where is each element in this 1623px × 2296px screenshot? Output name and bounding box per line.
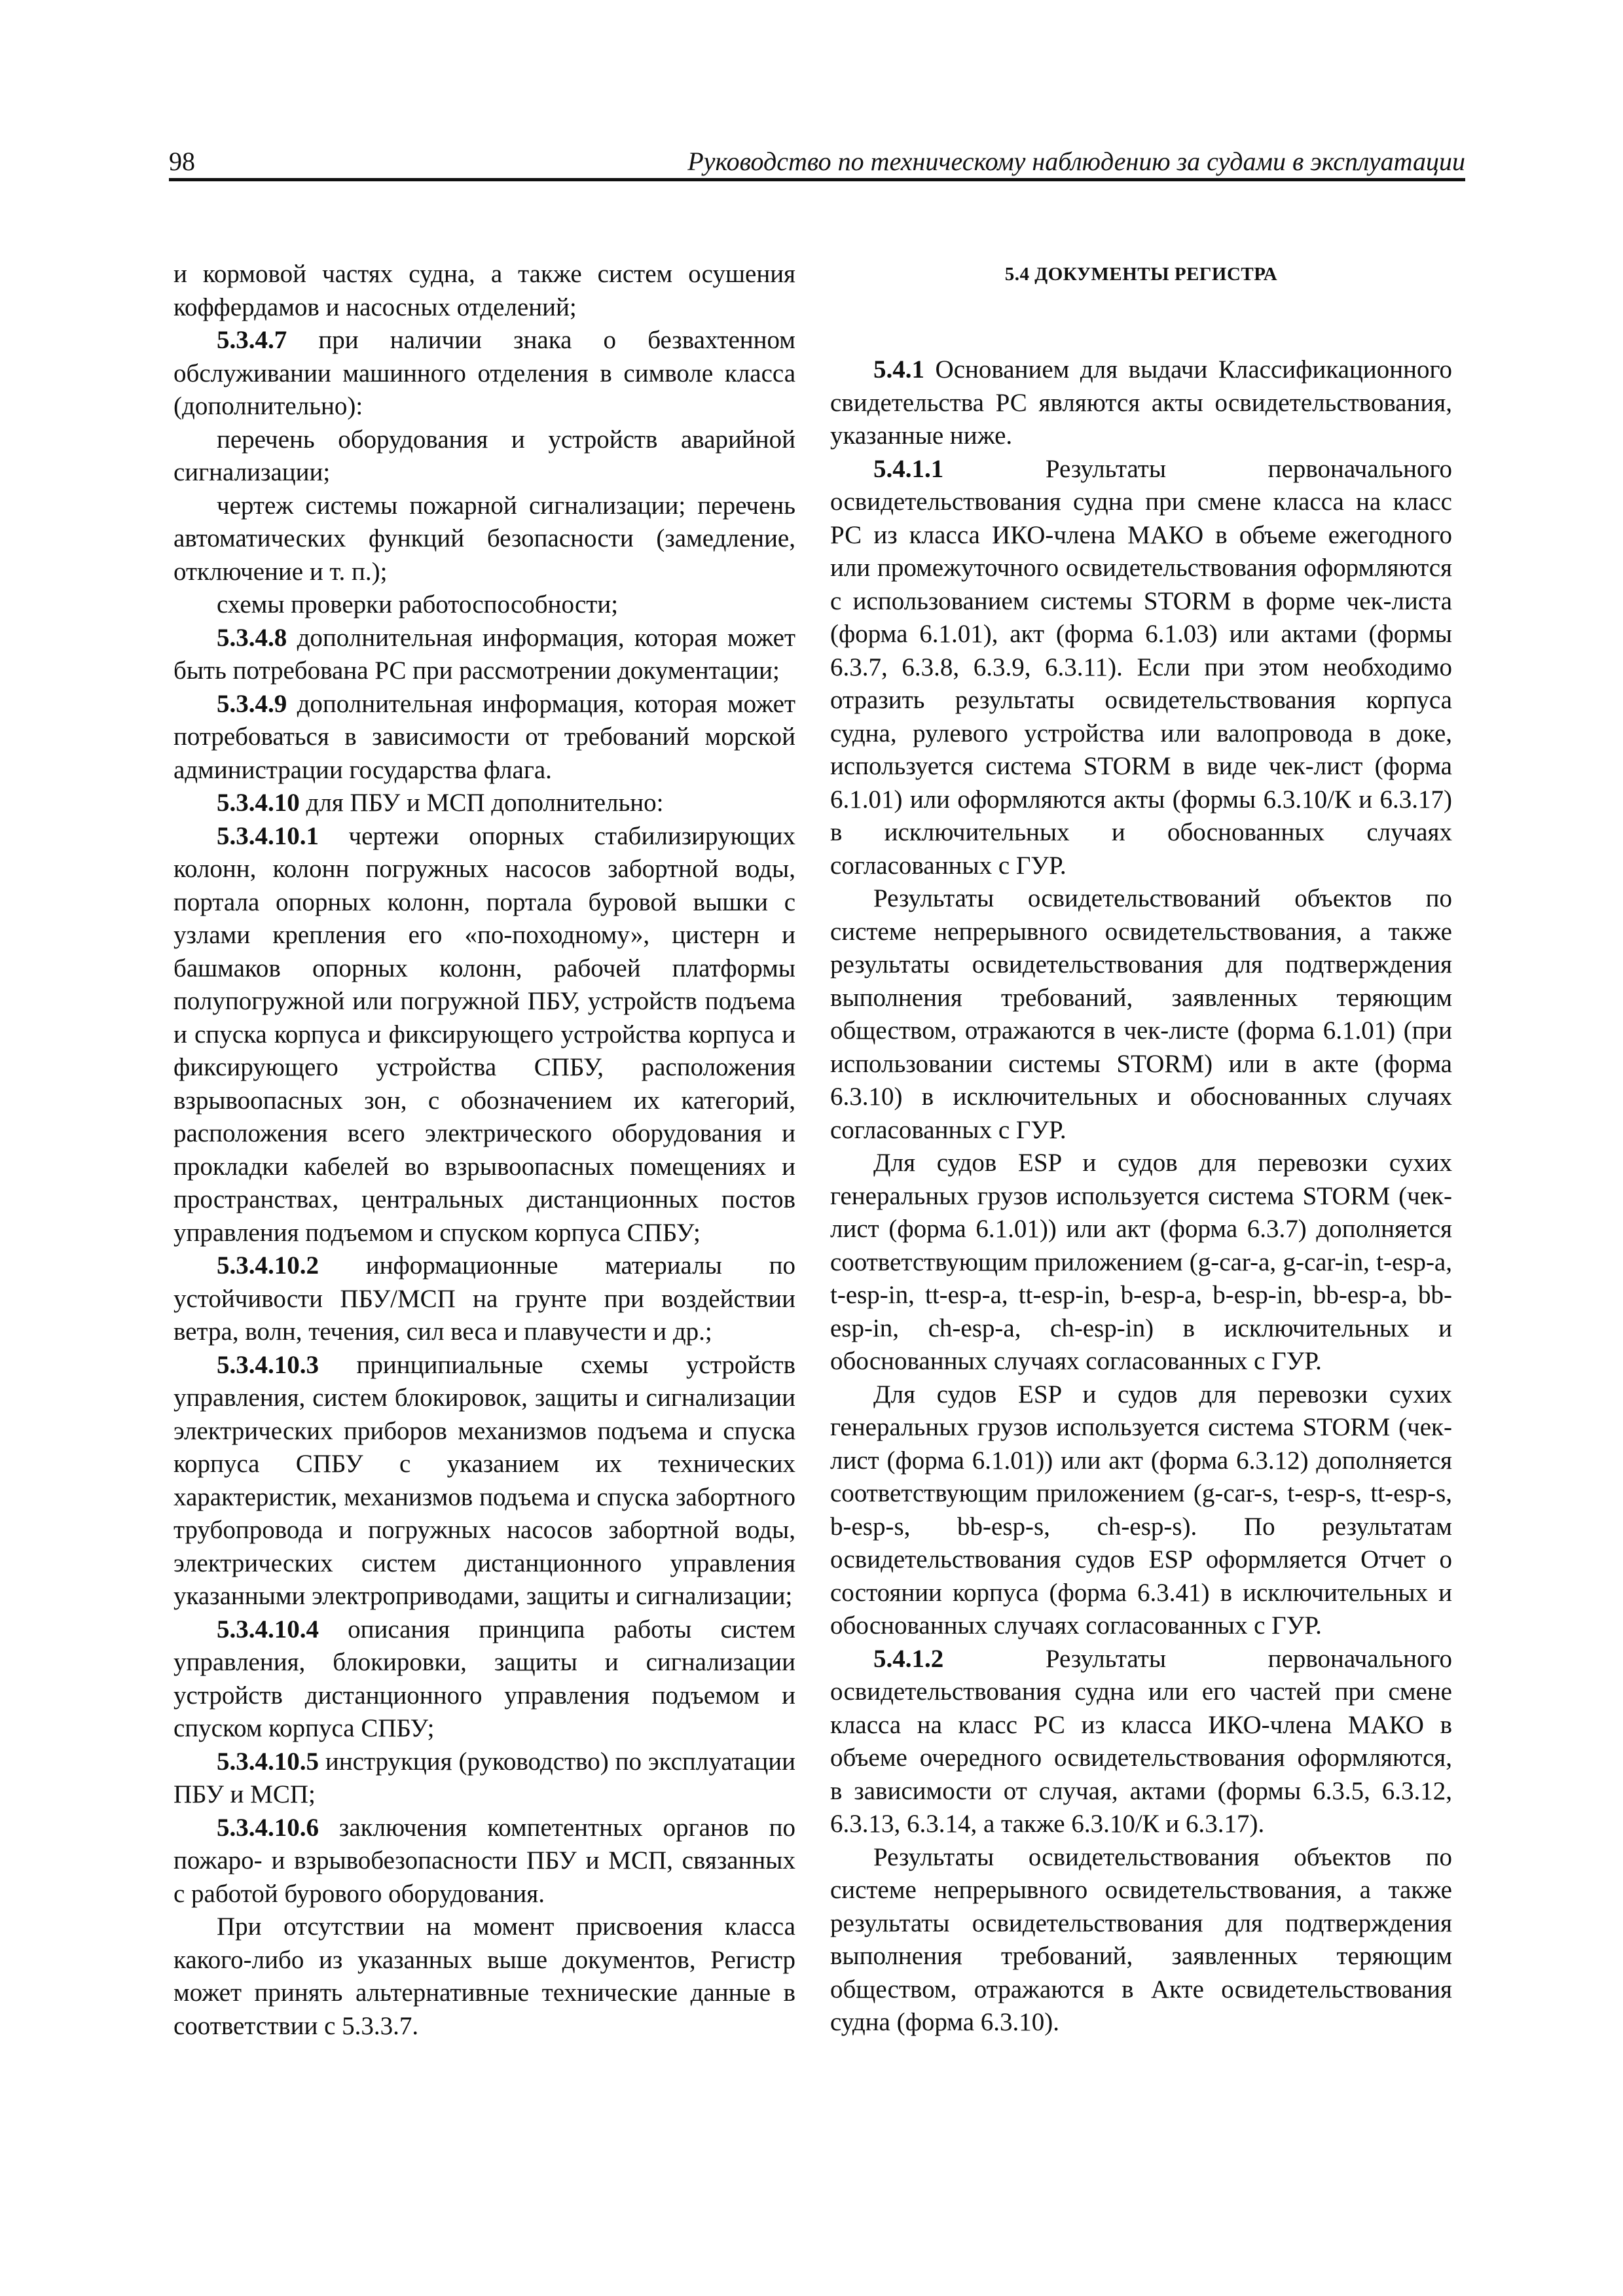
paragraph [173,324,795,423]
page-header [169,145,1465,179]
clause-ref: 5.3.4.10 [217,789,300,817]
clause-ref: 5.3.4.10.5 [217,1747,319,1776]
paragraph [173,787,795,820]
clause-ref: 5.3.4.10.2 [217,1251,319,1280]
paragraph [173,1910,795,2043]
clause-ref: 5.3.4.10.4 [217,1615,319,1643]
paragraph-text: Результаты первоначального освидетельствования судна при смене класса на класс РС из класса ИКО-члена МАКО в объеме ежегодного или промежуточного освидетельствования оформляются с использованием системы STORM в форме чек-листа (форма 6.1.01), акт (форма 6.1.03) или актами (формы 6.3.7, 6.3.8, 6.3.9, 6.3.11). Если при этом необходимо отразить результаты освидетельствования корпуса судна, рулевого устройства или валопровода в доке, используется система STORM в виде чек-лист (форма 6.1.01) или оформляются акты (формы 6.3.10/К и 6.3.17) в исключительных и обоснованных случаях согласованных с ГУР. [830,454,1452,880]
right-column [830,258,1452,2039]
paragraph-text: заключения компетентных органов по пожаро- и взрывобезопасности ПБУ и МСП, связанных с работой бурового оборудования. [173,1813,795,1908]
paragraph-text: Для судов ESP и судов для перевозки сухих генеральных грузов используется система STORM (чек-лист (форма 6.1.01)) или акт (форма 6.3.7) дополняется соответствующим приложением (g-car-a, g-car-in, t-esp-a, t-esp-in, tt-esp-a, tt-esp-in, b-esp-a, b-esp-in, bb-esp-a, bb-esp-in, ch-esp-a, ch-esp-in) в исключительных и обоснованных случаях согласованных с ГУР. [830,1149,1452,1375]
paragraph-text: описания принципа работы систем управления, блокировки, защиты и сигнализации устройств дистанционного управления подъемом и спуском корпуса СПБУ; [173,1615,795,1742]
paragraph [173,820,795,1250]
paragraph-text: при наличии знака о безвахтенном обслуживании машинного отделения в символе класса (дополнительно): [173,326,795,420]
paragraph-text: Для судов ESP и судов для перевозки сухих генеральных грузов используется система STORM (чек-лист (форма 6.1.01)) или акт (форма 6.3.12) дополняется соответствующим приложением (g-car-s, t-esp-s, tt-esp-s, b-esp-s, bb-esp-s, ch-esp-s). По результатам освидетельствования судов ESP оформляется Отчет о состоянии корпуса (форма 6.3.41) в исключительных и обоснованных случаях согласованных с ГУР. [830,1380,1452,1640]
paragraph [173,490,795,589]
clause-ref: 5.3.4.10.1 [217,821,319,850]
paragraph [173,1812,795,1911]
paragraph [830,1147,1452,1378]
paragraph [830,453,1452,883]
page-number: 98 [169,147,195,176]
paragraph [173,688,795,787]
left-column [173,258,795,2043]
paragraph-text: Результаты освидетельствований объектов по системе непрерывного освидетельствования, а также результаты освидетельствования для подтверждения выполнения требований, заявленных теряющим обществом, отражаются в чек-листе (форма 6.1.01) (при использовании системы STORM) или в акте (форма 6.3.10) в исключительных и обоснованных случаях согласованных с ГУР. [830,884,1452,1144]
clause-ref: 5.3.4.10.6 [217,1813,319,1842]
paragraph [173,1746,795,1812]
paragraph-text: Основанием для выдачи Классификационного свидетельства РС являются акты освидетельствования, указанные ниже. [830,355,1452,450]
paragraph-text: принципиальные схемы устройств управления, систем блокировок, защиты и сигнализации электрических приборов механизмов подъема и спуска корпуса СПБУ с указанием их технических характеристик, механизмов подъема и спуска забортного трубопровода и погружных насосов забортной воды, электрических систем дистанционного управления указанными электроприводами, защиты и сигнализации; [173,1350,795,1610]
paragraph [173,1613,795,1746]
paragraph-text: Результаты первоначального освидетельствования судна или его частей при смене класса на класс РС из класса ИКО-члена МАКО в объеме очередного освидетельствования оформляются, в зависимости от случая, актами (формы 6.3.5, 6.3.12, 6.3.13, 6.3.14, а также 6.3.10/К и 6.3.17). [830,1644,1452,1838]
clause-ref: 5.4.1.1 [873,454,944,483]
clause-ref: 5.4.1 [873,355,924,384]
paragraph [830,1378,1452,1643]
paragraph [830,1643,1452,1841]
running-title: Руководство по техническому наблюдению за судами в эксплуатации [687,147,1465,176]
clause-ref: 5.3.4.7 [217,326,287,354]
clause-ref: 5.3.4.10.3 [217,1350,319,1379]
paragraph [173,1249,795,1349]
paragraph-text: и кормовой частях судна, а также систем осушения коффердамов и насосных отделений; [173,260,795,321]
paragraph-text: дополнительная информация, которая может потребоваться в зависимости от требований морской администрации государства флага. [173,689,795,784]
paragraph [173,622,795,688]
paragraph-text: Результаты освидетельствования объектов по системе непрерывного освидетельствования, а также результаты освидетельствования для подтверждения выполнения требований, заявленных теряющим обществом, отражаются в Акте освидетельствования судна (форма 6.3.10). [830,1842,1452,2036]
paragraph-text: чертеж системы пожарной сигнализации; перечень автоматических функций безопасности (замедление, отключение и т. п.); [173,491,795,586]
paragraph [173,1349,795,1613]
clause-ref: 5.3.4.8 [217,623,287,652]
paragraph-text: для ПБУ и МСП дополнительно: [299,789,664,817]
header-rule [169,178,1465,181]
paragraph-text: схемы проверки работоспособности; [217,590,619,619]
paragraph-text: перечень оборудования и устройств аварийной сигнализации; [173,425,795,486]
paragraph [830,1841,1452,2039]
paragraph [173,258,795,324]
paragraph [173,423,795,490]
paragraph-text: чертежи опорных стабилизирующих колонн, колонн погружных насосов забортной воды, портала опорных колонн, портала буровой вышки с узлами крепления его «по-походному», цистерн и башмаков опорных колонн, рабочей платформы полупогружной или погружной ПБУ, устройств подъема и спуска корпуса и фиксирующего устройства корпуса и фиксирующего устройства СПБУ, расположения взрывоопасных зон, с обозначением их категорий, расположения всего электрического оборудования и прокладки кабелей во взрывоопасных помещениях и пространствах, центральных дистанционных постов управления подъемом и спуском корпуса СПБУ; [173,821,795,1247]
paragraph-text: дополнительная информация, которая может быть потребована РС при рассмотрении документации; [173,623,795,685]
paragraph [173,588,795,622]
clause-ref: 5.4.1.2 [873,1644,944,1673]
paragraph-text: При отсутствии на момент присвоения класса какого-либо из указанных выше документов, Регистр может принять альтернативные технические данные в соответствии с 5.3.3.7. [173,1912,795,2040]
paragraph-text: информационные материалы по устойчивости ПБУ/МСП на грунте при воздействии ветра, волн, течения, сил веса и плавучести и др.; [173,1251,795,1346]
section-title: 5.4 ДОКУМЕНТЫ РЕГИСТРА [1004,264,1278,285]
paragraph [830,882,1452,1147]
paragraph-text: инструкция (руководство) по эксплуатации ПБУ и МСП; [173,1747,795,1808]
paragraph [830,353,1452,453]
clause-ref: 5.3.4.9 [217,689,287,718]
